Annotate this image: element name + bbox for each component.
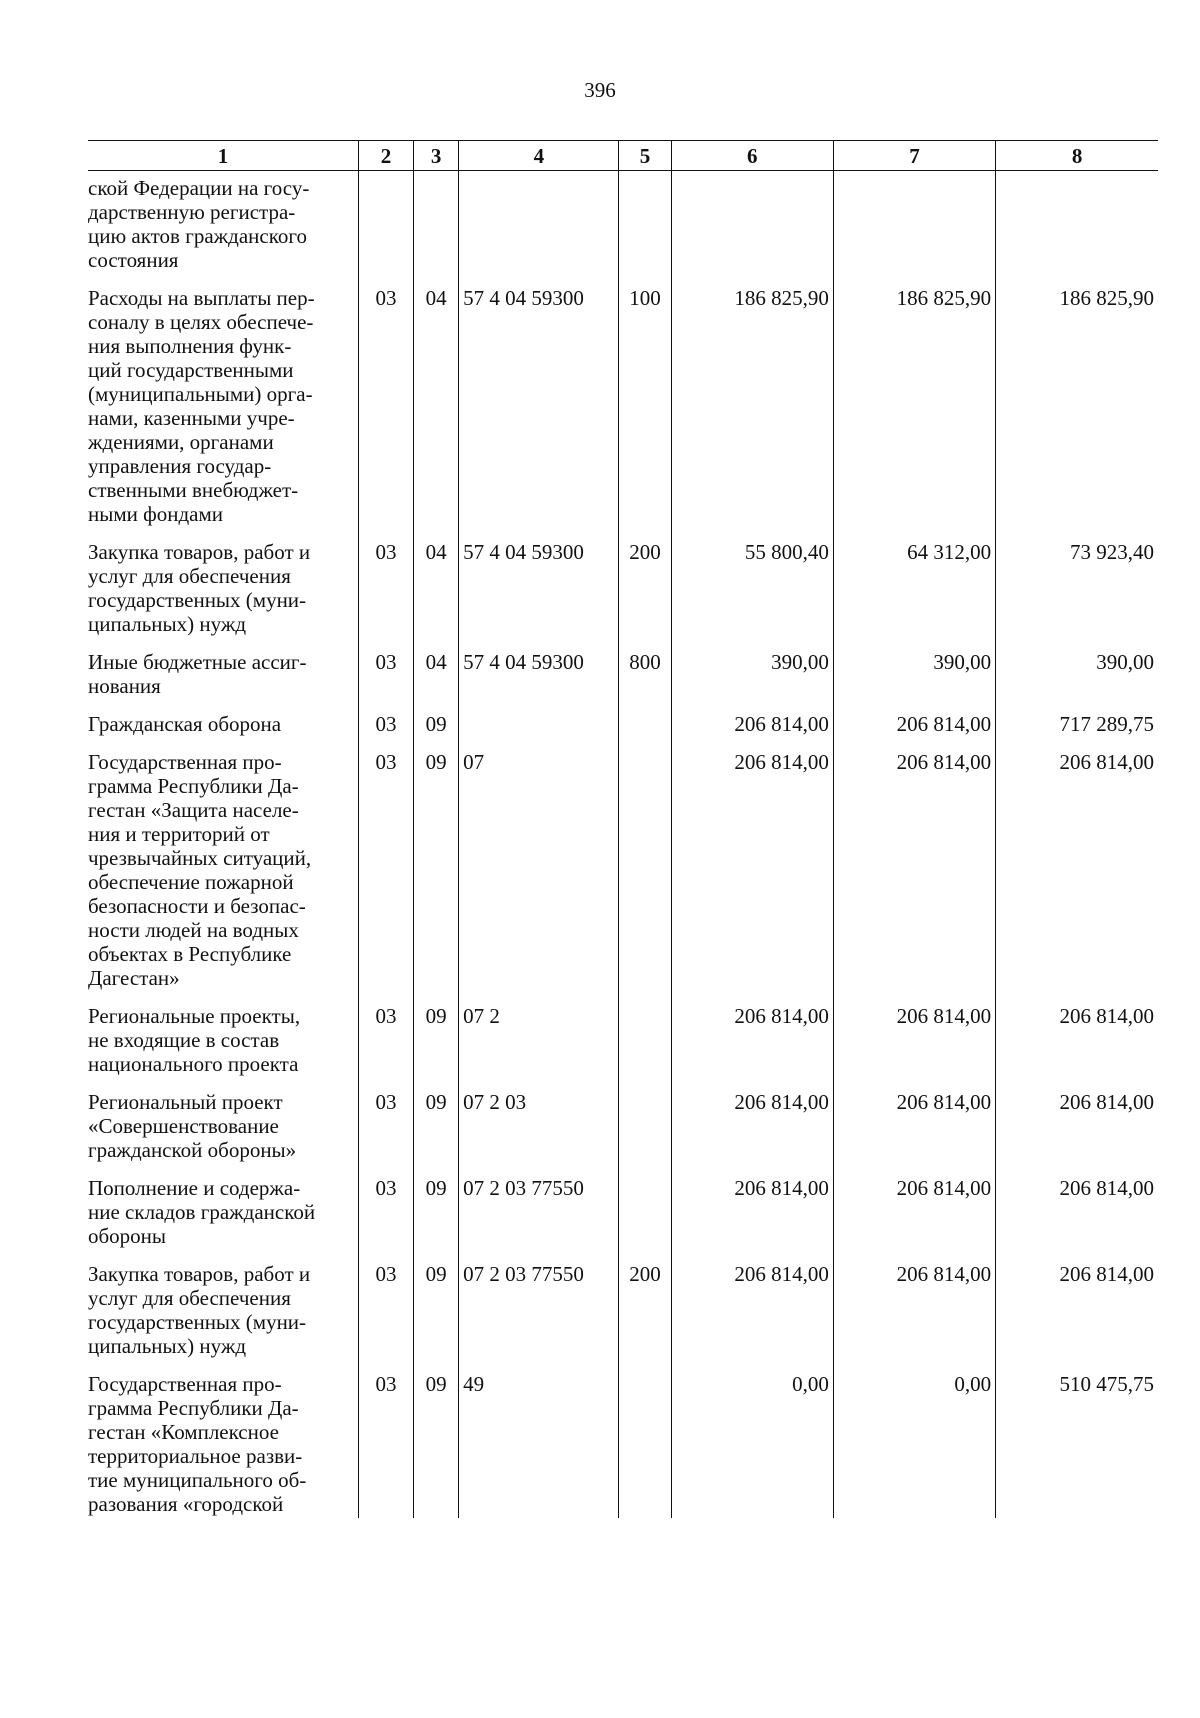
table-row bbox=[88, 1085, 1158, 1171]
table-row bbox=[88, 745, 1158, 999]
amount-col7-cell: 206 814,00 bbox=[833, 999, 995, 1085]
amount-col8-cell: 186 825,90 bbox=[996, 281, 1158, 535]
section-code-cell: 03 bbox=[359, 707, 414, 745]
column-header: 6 bbox=[671, 141, 833, 171]
table-row bbox=[88, 1171, 1158, 1257]
row-name-cell: ской Федерации на госу- дарственную регистра- цию актов гражданского состояния bbox=[88, 176, 310, 272]
amount-col6-cell: 0,00 bbox=[671, 1367, 833, 1518]
amount-col7-cell: 64 312,00 bbox=[833, 535, 995, 645]
section-code-cell: 03 bbox=[359, 535, 414, 645]
section-code-cell bbox=[359, 171, 414, 282]
table-row bbox=[88, 1257, 1158, 1367]
amount-col8-cell: 717 289,75 bbox=[996, 707, 1158, 745]
amount-col8-cell: 206 814,00 bbox=[996, 999, 1158, 1085]
column-header: 3 bbox=[414, 141, 459, 171]
amount-col8-cell: 206 814,00 bbox=[996, 1257, 1158, 1367]
amount-col6-cell bbox=[671, 171, 833, 282]
subsection-code-cell: 09 bbox=[414, 1171, 459, 1257]
subsection-code-cell: 04 bbox=[414, 535, 459, 645]
target-article-cell bbox=[459, 171, 619, 282]
target-article-cell: 07 bbox=[459, 745, 619, 999]
table-row bbox=[88, 645, 1158, 707]
amount-col6-cell: 206 814,00 bbox=[671, 745, 833, 999]
expense-type-cell: 100 bbox=[619, 281, 671, 535]
amount-col7-cell: 390,00 bbox=[833, 645, 995, 707]
section-code-cell: 03 bbox=[359, 1171, 414, 1257]
amount-col6-cell: 206 814,00 bbox=[671, 1085, 833, 1171]
amount-col8-cell: 206 814,00 bbox=[996, 1085, 1158, 1171]
table-row bbox=[88, 535, 1158, 645]
amount-col8-cell: 206 814,00 bbox=[996, 1171, 1158, 1257]
amount-col6-cell: 55 800,40 bbox=[671, 535, 833, 645]
table-row bbox=[88, 171, 1158, 282]
column-header: 1 bbox=[88, 141, 359, 171]
amount-col7-cell: 206 814,00 bbox=[833, 1085, 995, 1171]
subsection-code-cell: 09 bbox=[414, 999, 459, 1085]
amount-col8-cell: 390,00 bbox=[996, 645, 1158, 707]
amount-col6-cell: 206 814,00 bbox=[671, 707, 833, 745]
row-name-cell: Гражданская оборона bbox=[88, 712, 282, 736]
row-name-cell: Закупка товаров, работ и услуг для обеспечения государственных (муни- ципальных) нужд bbox=[88, 1262, 311, 1358]
section-code-cell: 03 bbox=[359, 999, 414, 1085]
amount-col8-cell: 510 475,75 bbox=[996, 1367, 1158, 1518]
subsection-code-cell: 09 bbox=[414, 707, 459, 745]
column-header: 4 bbox=[459, 141, 619, 171]
table-row bbox=[88, 707, 1158, 745]
amount-col7-cell: 0,00 bbox=[833, 1367, 995, 1518]
column-header: 2 bbox=[359, 141, 414, 171]
section-code-cell: 03 bbox=[359, 1367, 414, 1518]
amount-col6-cell: 186 825,90 bbox=[671, 281, 833, 535]
subsection-code-cell: 09 bbox=[414, 1367, 459, 1518]
amount-col8-cell bbox=[996, 171, 1158, 282]
amount-col7-cell: 206 814,00 bbox=[833, 1257, 995, 1367]
amount-col7-cell: 206 814,00 bbox=[833, 745, 995, 999]
target-article-cell: 57 4 04 59300 bbox=[459, 281, 619, 535]
expense-type-cell: 200 bbox=[619, 535, 671, 645]
target-article-cell: 49 bbox=[459, 1367, 619, 1518]
amount-col7-cell: 206 814,00 bbox=[833, 1171, 995, 1257]
row-name-cell: Региональные проекты, не входящие в состав национального проекта bbox=[88, 1004, 301, 1076]
row-name-cell: Пополнение и содержа- ние складов гражданской обороны bbox=[88, 1176, 316, 1248]
row-name-cell: Государственная про- грамма Республики Да- гестан «Защита населе- ния и территорий от чрезвычайных ситуаций, обеспечение пожарной безопасности и безопас- ности людей на водных объектах в Республике Дагестан» bbox=[88, 750, 312, 990]
expense-type-cell bbox=[619, 707, 671, 745]
table-body bbox=[88, 171, 1158, 1519]
amount-col7-cell: 206 814,00 bbox=[833, 707, 995, 745]
subsection-code-cell: 09 bbox=[414, 1085, 459, 1171]
subsection-code-cell bbox=[414, 171, 459, 282]
expense-type-cell bbox=[619, 999, 671, 1085]
row-name-cell: Государственная про- грамма Республики Да- гестан «Комплексное территориальное разви- тие муниципального об- разования «городской bbox=[88, 1372, 307, 1516]
target-article-cell: 57 4 04 59300 bbox=[459, 535, 619, 645]
section-code-cell: 03 bbox=[359, 745, 414, 999]
table-row bbox=[88, 1367, 1158, 1518]
expense-type-cell bbox=[619, 1171, 671, 1257]
amount-col6-cell: 206 814,00 bbox=[671, 1171, 833, 1257]
table-header-row bbox=[88, 141, 1158, 171]
subsection-code-cell: 09 bbox=[414, 745, 459, 999]
page-number: 396 bbox=[584, 78, 616, 102]
section-code-cell: 03 bbox=[359, 1085, 414, 1171]
expense-type-cell bbox=[619, 1085, 671, 1171]
row-name-cell: Иные бюджетные ассиг- нования bbox=[88, 650, 307, 698]
section-code-cell: 03 bbox=[359, 645, 414, 707]
section-code-cell: 03 bbox=[359, 281, 414, 535]
expense-type-cell: 800 bbox=[619, 645, 671, 707]
target-article-cell: 07 2 03 77550 bbox=[459, 1171, 619, 1257]
table-row bbox=[88, 281, 1158, 535]
amount-col7-cell bbox=[833, 171, 995, 282]
subsection-code-cell: 04 bbox=[414, 281, 459, 535]
subsection-code-cell: 04 bbox=[414, 645, 459, 707]
target-article-cell: 57 4 04 59300 bbox=[459, 645, 619, 707]
amount-col6-cell: 206 814,00 bbox=[671, 999, 833, 1085]
subsection-code-cell: 09 bbox=[414, 1257, 459, 1367]
column-header: 5 bbox=[619, 141, 671, 171]
row-name-cell: Региональный проект «Совершенствование гражданской обороны» bbox=[88, 1090, 297, 1162]
row-name-cell: Закупка товаров, работ и услуг для обеспечения государственных (муни- ципальных) нужд bbox=[88, 540, 311, 636]
target-article-cell bbox=[459, 707, 619, 745]
amount-col8-cell: 73 923,40 bbox=[996, 535, 1158, 645]
target-article-cell: 07 2 03 bbox=[459, 1085, 619, 1171]
amount-col8-cell: 206 814,00 bbox=[996, 745, 1158, 999]
amount-col7-cell: 186 825,90 bbox=[833, 281, 995, 535]
section-code-cell: 03 bbox=[359, 1257, 414, 1367]
budget-table bbox=[88, 140, 1158, 1518]
column-header: 8 bbox=[996, 141, 1158, 171]
row-name-cell: Расходы на выплаты пер- соналу в целях обеспече- ния выполнения функ- ций государственными (муниципальными) орга- нами, казенными учре- ждениями, органами управления государ- ственными внебюджет- ными фондами bbox=[88, 286, 315, 526]
column-header: 7 bbox=[833, 141, 995, 171]
expense-type-cell bbox=[619, 1367, 671, 1518]
expense-type-cell: 200 bbox=[619, 1257, 671, 1367]
expense-type-cell bbox=[619, 171, 671, 282]
expense-type-cell bbox=[619, 745, 671, 999]
target-article-cell: 07 2 03 77550 bbox=[459, 1257, 619, 1367]
amount-col6-cell: 390,00 bbox=[671, 645, 833, 707]
amount-col6-cell: 206 814,00 bbox=[671, 1257, 833, 1367]
target-article-cell: 07 2 bbox=[459, 999, 619, 1085]
table-row bbox=[88, 999, 1158, 1085]
